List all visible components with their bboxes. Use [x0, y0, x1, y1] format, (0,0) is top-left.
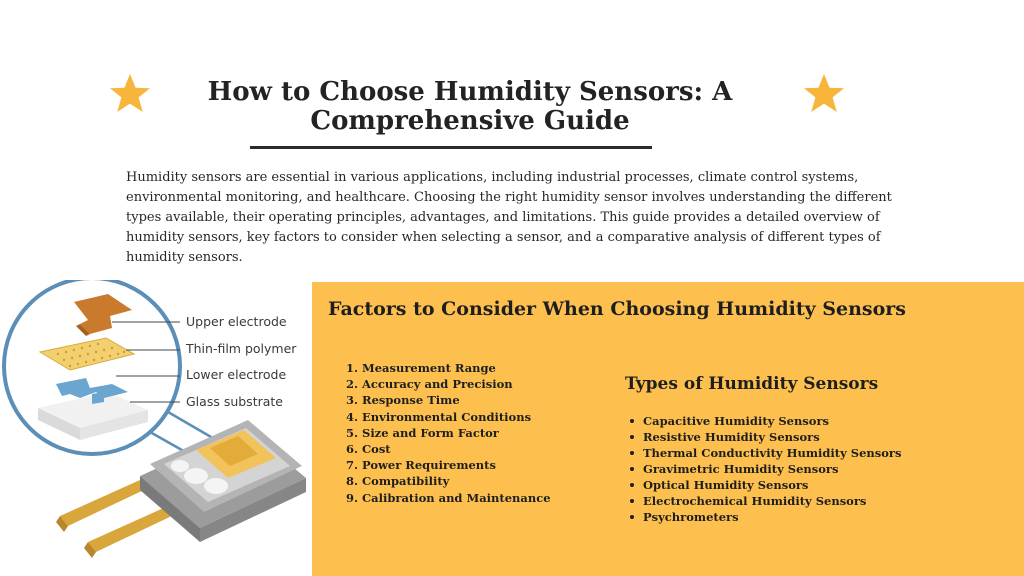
label-upper-electrode: Upper electrode	[186, 314, 287, 329]
page-title: How to Choose Humidity Sensors: A Comprehensive Guide	[207, 77, 733, 136]
list-item: Psychrometers	[629, 509, 901, 525]
types-heading: Types of Humidity Sensors	[625, 374, 879, 394]
list-item: 4. Environmental Conditions	[346, 409, 532, 424]
factors-heading: Factors to Consider When Choosing Humidity Sensors	[328, 298, 906, 320]
list-item: Electrochemical Humidity Sensors	[629, 493, 901, 509]
list-item: 1. Measurement Range	[346, 361, 496, 375]
star-icon	[802, 72, 846, 116]
star-icon	[108, 72, 152, 116]
types-list	[629, 413, 901, 525]
title-underline	[250, 146, 652, 149]
label-lower-electrode: Lower electrode	[186, 367, 287, 382]
list-item: 7. Power Requirements	[346, 458, 496, 473]
humidity-sensor-illustration	[0, 280, 312, 576]
list-item: Optical Humidity Sensors	[629, 477, 901, 493]
list-item: 9. Calibration and Maintenance	[346, 490, 551, 505]
list-item: 3. Response Time	[346, 393, 460, 408]
intro-paragraph: Humidity sensors are essential in various applications, including industrial processes, climate control systems, environmental monitoring, and healthcare. Choosing the right humidity sensor involves understanding the different types available, their operating principles, advantages, and limitations. This guide provides a detailed overview of humidity sensors, key factors to consider when selecting a sensor, and a comparative analysis of different types of humidity sensors.	[126, 170, 892, 265]
factors-list	[346, 360, 551, 506]
list-item: 2. Accuracy and Precision	[346, 377, 513, 392]
list-item: Resistive Humidity Sensors	[629, 429, 901, 445]
list-item: Gravimetric Humidity Sensors	[629, 461, 901, 477]
list-item: 6. Cost	[346, 442, 391, 457]
label-thin-film-polymer: Thin-film polymer	[186, 341, 297, 356]
list-item: 5. Size and Form Factor	[346, 425, 499, 440]
factors-panel	[312, 282, 1024, 576]
list-item: Capacitive Humidity Sensors	[629, 413, 901, 429]
label-glass-substrate: Glass substrate	[186, 394, 283, 409]
list-item: 8. Compatibility	[346, 474, 450, 489]
list-item: Thermal Conductivity Humidity Sensors	[629, 445, 901, 461]
